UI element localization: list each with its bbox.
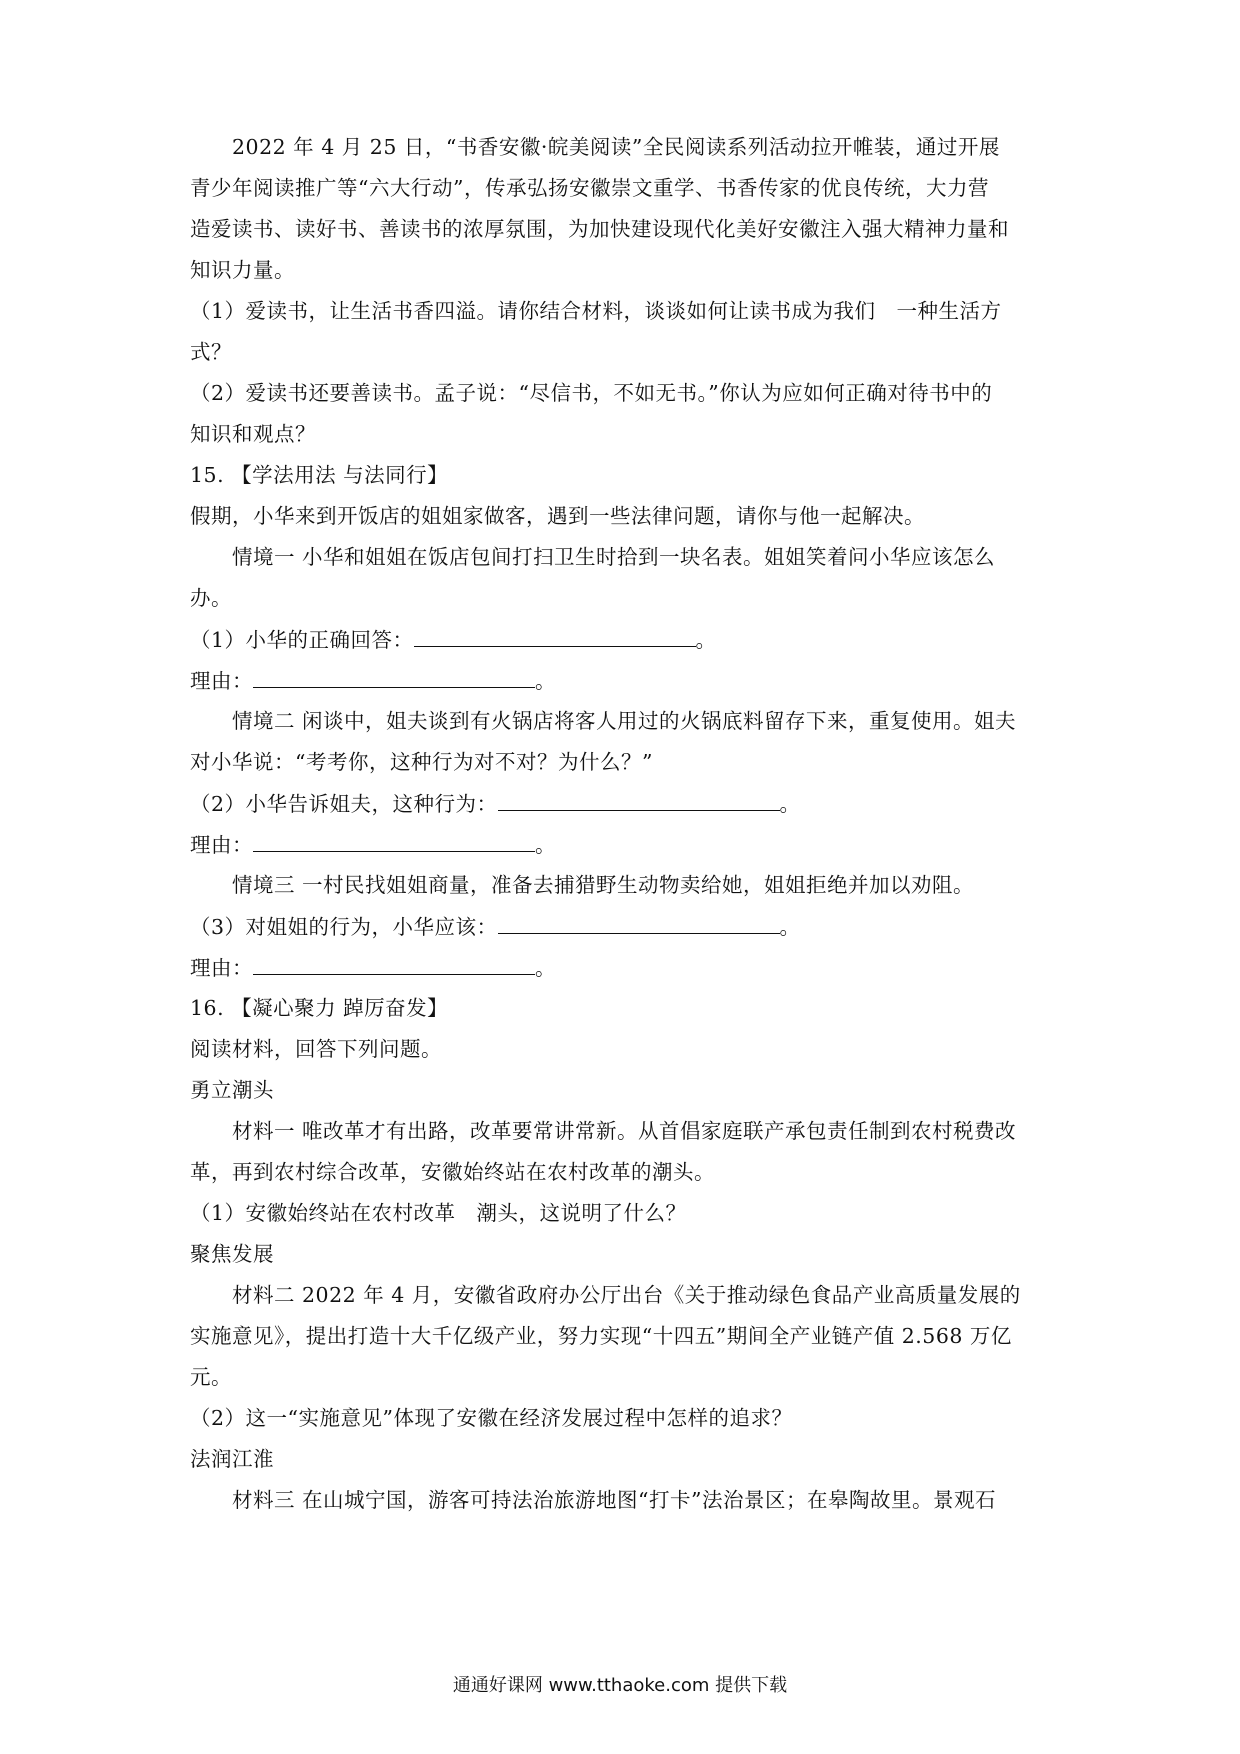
q15-question-2-label: （2）小华告诉姐夫，这种行为： xyxy=(190,792,498,816)
q15-situation-2-line-1: 情境二 闲谈中，姐夫谈到有火锅店将客人用过的火锅底料留存下来，重复使用。姐夫 xyxy=(232,709,1017,733)
period: 。 xyxy=(779,915,801,939)
q15-situation-2-line-2: 对小华说：“考考你，这种行为对不对？为什么？” xyxy=(190,750,653,774)
q16-material-2-line-2: 实施意见》，提出打造十大千亿级产业，努力实现“十四五”期间全产业链产值 2.568 万亿 xyxy=(190,1324,1012,1348)
period: 。 xyxy=(779,792,801,816)
q16-question-2: （2）这一“实施意见”体现了安徽在经济发展过程中怎样的追求？ xyxy=(190,1406,793,1430)
q16-material-2-line-3: 元。 xyxy=(190,1365,232,1389)
q16-question-1: （1）安徽始终站在农村改革 潮头，这说明了什么？ xyxy=(190,1201,687,1225)
period: 。 xyxy=(535,956,556,980)
intro-line-3: 造爱读书、读好书、善读书的浓厚氛围，为加快建设现代化美好安徽注入强大精神力量和 xyxy=(190,217,1009,241)
q14-sub1-line-2: 式？ xyxy=(190,340,232,364)
reason-blank-1[interactable] xyxy=(253,665,535,688)
q16-material-2-line-1: 材料二 2022 年 4 月，安徽省政府办公厅出台《关于推动绿色食品产业高质量发展的 xyxy=(232,1283,1021,1307)
period: 。 xyxy=(535,833,556,857)
answer-blank-2[interactable] xyxy=(498,788,780,811)
intro-line-1: 2022 年 4 月 25 日，“书香安徽·皖美阅读”全民阅读系列活动拉开帷装，通过开展 xyxy=(232,135,1000,159)
reason-blank-3[interactable] xyxy=(253,952,535,975)
q15-reason-2 xyxy=(190,829,1070,860)
q16-title: 16. 【凝心聚力 踔厉奋发】 xyxy=(190,996,449,1020)
q16-heading-2: 聚焦发展 xyxy=(190,1242,274,1266)
reason-blank-2[interactable] xyxy=(253,829,535,852)
q16-intro: 阅读材料，回答下列问题。 xyxy=(190,1037,442,1061)
q14-sub1-line-1: （1）爱读书，让生活书香四溢。请你结合材料，谈谈如何让读书成为我们 一种生活方 xyxy=(190,299,1002,323)
q16-heading-3: 法润江淮 xyxy=(190,1447,274,1471)
reason-label: 理由： xyxy=(190,956,253,980)
answer-blank-1[interactable] xyxy=(414,624,696,647)
reason-label: 理由： xyxy=(190,833,253,857)
intro-line-4: 知识力量。 xyxy=(190,258,295,282)
q15-intro: 假期，小华来到开饭店的姐姐家做客，遇到一些法律问题，请你与他一起解决。 xyxy=(190,504,925,528)
q16-heading-1: 勇立潮头 xyxy=(190,1078,274,1102)
intro-line-2: 青少年阅读推广等“六大行动”，传承弘扬安徽崇文重学、书香传家的优良传统，大力营 xyxy=(190,176,989,200)
reason-label: 理由： xyxy=(190,669,253,693)
q15-reason-3 xyxy=(190,952,1070,983)
period: 。 xyxy=(695,628,717,652)
q16-material-1-line-1: 材料一 唯改革才有出路，改革要常讲常新。从首倡家庭联产承包责任制到农村税费改 xyxy=(232,1119,1017,1143)
answer-blank-3[interactable] xyxy=(498,911,780,934)
page-footer: 通通好课网 www.tthaoke.com 提供下载 xyxy=(452,1675,788,1696)
period: 。 xyxy=(535,669,556,693)
q15-reason-1 xyxy=(190,665,1070,696)
q15-situation-3-line-1: 情境三 一村民找姐姐商量，准备去捕猎野生动物卖给她，姐姐拒绝并加以劝阻。 xyxy=(232,873,975,897)
q15-question-1-label: （1）小华的正确回答： xyxy=(190,628,414,652)
q15-question-2 xyxy=(190,788,1070,819)
q15-title: 15. 【学法用法 与法同行】 xyxy=(190,463,449,487)
q14-sub2-line-1: （2）爱读书还要善读书。孟子说：“尽信书，不如无书。”你认为应如何正确对待书中的 xyxy=(190,381,993,405)
q15-situation-1-line-1: 情境一 小华和姐姐在饭店包间打扫卫生时拾到一块名表。姐姐笑着问小华应该怎么 xyxy=(232,545,996,569)
q15-question-3 xyxy=(190,911,1070,942)
q15-question-1 xyxy=(190,624,1070,655)
q14-sub2-line-2: 知识和观点？ xyxy=(190,422,316,446)
q15-situation-1-line-2: 办。 xyxy=(190,586,232,610)
q16-material-1-line-2: 革，再到农村综合改革，安徽始终站在农村改革的潮头。 xyxy=(190,1160,715,1184)
q15-question-3-label: （3）对姐姐的行为，小华应该： xyxy=(190,915,498,939)
q16-material-3-line-1: 材料三 在山城宁国，游客可持法治旅游地图“打卡”法治景区；在皋陶故里。景观石 xyxy=(232,1488,996,1512)
